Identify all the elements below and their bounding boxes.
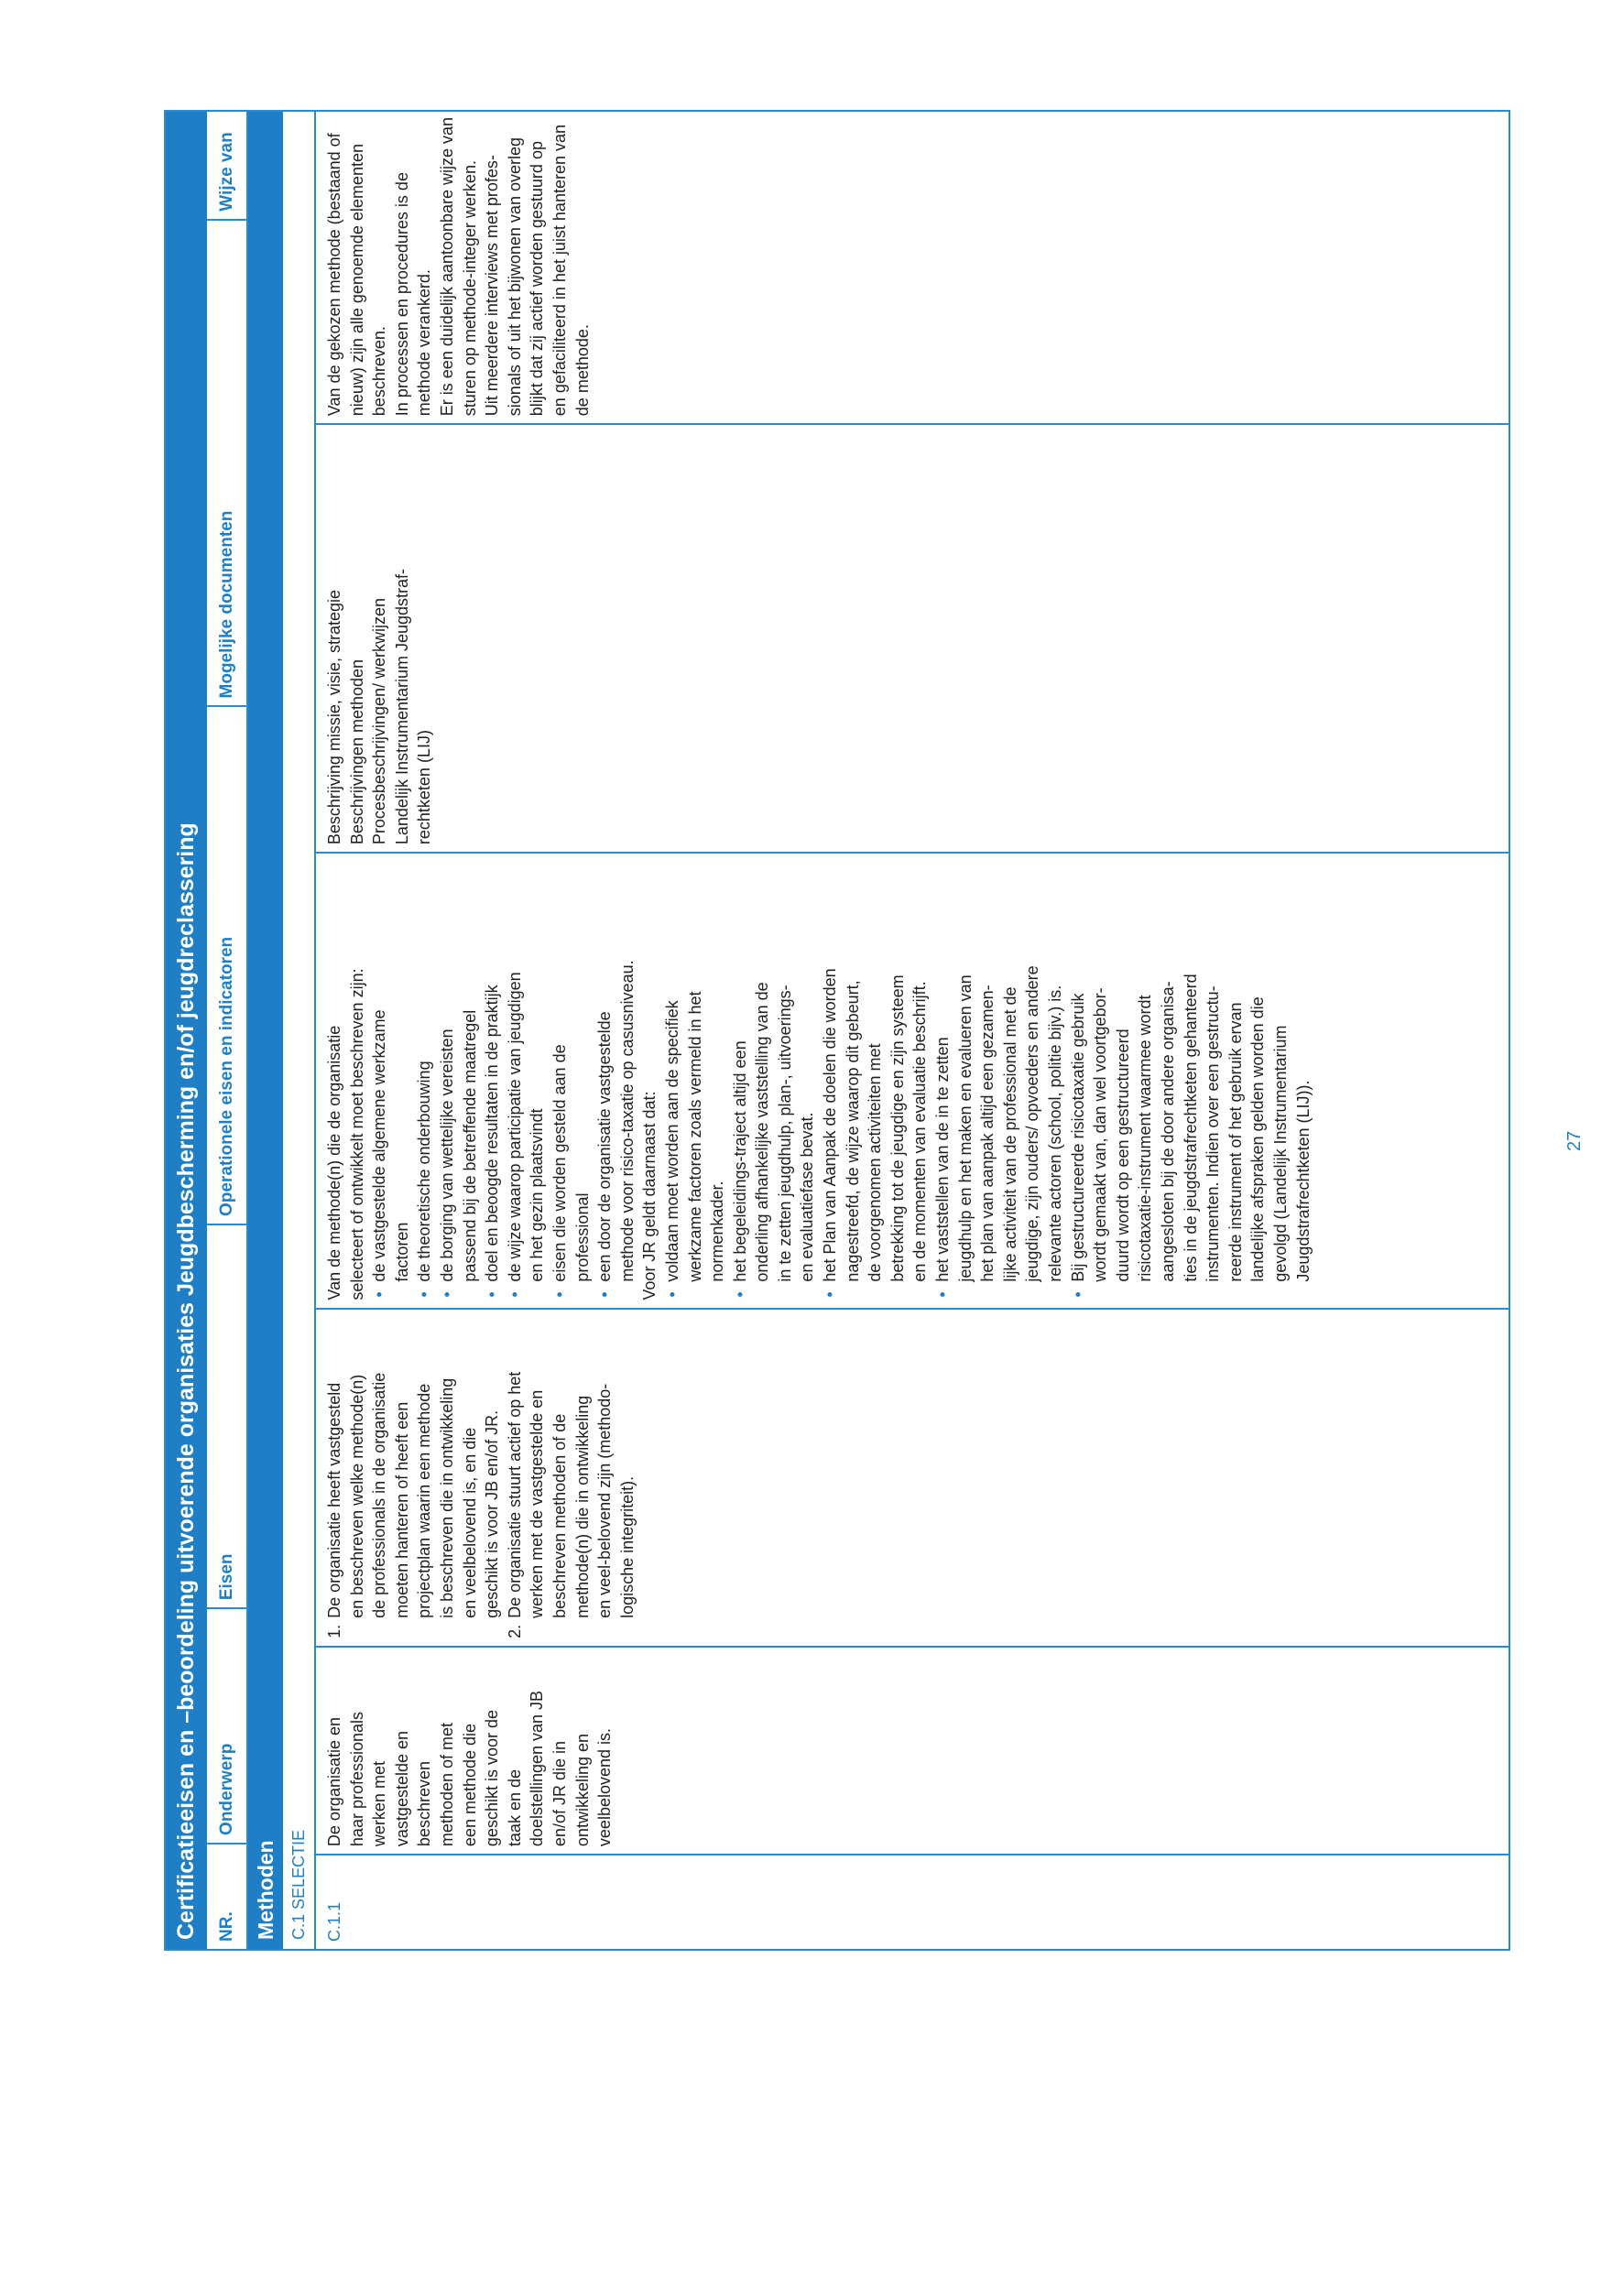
indicator-bullet-line: • het Plan van Aanpak de doelen die worden bbox=[819, 859, 842, 1300]
indicator-bullet-line: betrekking tot de jeugdige en zijn systeem bbox=[888, 974, 907, 1282]
onderwerp-line: taak en de bbox=[505, 1769, 524, 1847]
onderwerp-cell bbox=[316, 1646, 1509, 1854]
column-header-beoordeling: Wijze van beoordeling bbox=[217, 112, 276, 212]
eis-line: moeten hanteren of heeft een bbox=[392, 1401, 411, 1618]
beoordeling-line: Er is een duidelijk aantoonbare wijze van bbox=[437, 117, 456, 417]
beoordeling-line: nieuw) zijn alle genoemde elementen bbox=[347, 144, 366, 417]
indicator-bullet-line: methode voor risico-taxatie op casusniveau. bbox=[617, 960, 637, 1282]
beoordeling-line: en gefaciliteerd in het juist hanteren van bbox=[550, 124, 569, 417]
indicator-bullet-line: ties in de jeugdstrafrechtketen gehanteerd bbox=[1181, 974, 1200, 1282]
eis-line: en beschreven welke methode(n) bbox=[347, 1374, 366, 1618]
indicator-bullet-line: in te zetten jeugdhulp, plan-, uitvoerings- bbox=[775, 985, 794, 1282]
beoordeling-cell bbox=[316, 112, 1509, 423]
document-line: Beschrijving missie, visie, strategie bbox=[325, 590, 343, 845]
eis-line: werken met de vastgestelde en bbox=[528, 1389, 547, 1618]
table-row bbox=[316, 112, 1509, 1949]
column-header-onderwerp: Onderwerp bbox=[207, 1607, 246, 1843]
indicator-bullet-line: en de momenten van evaluatie beschrijft. bbox=[910, 981, 930, 1282]
indicator-bullet-line: passend bij de betreffende maatregel bbox=[460, 1009, 479, 1282]
documenten-cell bbox=[316, 423, 1509, 852]
eisen-cell bbox=[316, 1308, 1509, 1646]
indicator-bullet-line: het plan van aanpak altijd een gezamen- bbox=[978, 985, 997, 1282]
eis-line: de professionals in de organisatie bbox=[370, 1372, 389, 1618]
indicator-bullet-line: instrumenten. Indien over een gestructu- bbox=[1204, 985, 1223, 1282]
onderwerp-line: een methode die bbox=[460, 1723, 479, 1847]
onderwerp-line: werken met bbox=[370, 1761, 389, 1847]
beoordeling-line: methode verankerd. bbox=[415, 269, 434, 417]
eis-line: methode(n) die in ontwikkeling bbox=[572, 1395, 592, 1618]
eis-number: 2. bbox=[505, 1624, 524, 1638]
column-header-nr: NR. bbox=[207, 1843, 246, 1949]
indicator-bullet-line: de voorgenomen activiteiten met bbox=[866, 1043, 885, 1282]
eis-line: geschikt is voor JB en/of JR. bbox=[483, 1409, 502, 1618]
indicator-bullet-line: jeugdige, zijn ouders/ opvoeders en andere bbox=[1023, 965, 1042, 1282]
eis-line: 1. De organisatie heeft vastgesteld bbox=[323, 1315, 346, 1638]
onderwerp-line: en/of JR die in bbox=[550, 1741, 569, 1847]
indicator-bullet-line: • het vaststellen van de in te zetten bbox=[931, 859, 954, 1300]
document-line: rechtketen (LIJ) bbox=[415, 730, 434, 845]
onderwerp-line: De organisatie en bbox=[325, 1716, 343, 1847]
indicator-bullet-line: aangesloten bij de door andere organisa- bbox=[1158, 981, 1177, 1282]
indicator-bullet-line: risicotaxatie-instrument waarmee wordt bbox=[1136, 995, 1155, 1282]
eis-line: 2. De organisatie stuurt actief op het bbox=[504, 1315, 527, 1638]
document-line: Beschrijvingen methoden bbox=[347, 658, 366, 845]
column-header-operationeel: Operationele eisen en indicatoren bbox=[207, 705, 246, 1224]
indicator-bullet-line: • de wijze waarop participatie van jeugdigen bbox=[504, 859, 527, 1300]
subsection-heading: C.1 SELECTIE bbox=[283, 112, 316, 1949]
indicator-bullet-line: • doel en beoogde resultaten in de praktijk bbox=[481, 859, 504, 1300]
row-number: C.1.1 bbox=[316, 1854, 1509, 1949]
eis-line: logische integriteit). bbox=[617, 1475, 637, 1618]
eis-line: beschreven methoden of de bbox=[550, 1413, 569, 1618]
indicator-bullet-line: wordt gemaakt van, dan wel voortgebor- bbox=[1091, 987, 1110, 1282]
indicator-bullet-line: • de theoretische onderbouwing bbox=[413, 859, 436, 1300]
indicator-bullet-line: onderling afhankelijke vaststelling van de bbox=[753, 982, 772, 1282]
indicator-bullet-line: nagestreefd, de wijze waarop dit gebeurt, bbox=[843, 980, 862, 1282]
beoordeling-line: de methode. bbox=[572, 324, 592, 417]
document-line: Procesbeschrijvingen/ werkwijzen bbox=[370, 597, 389, 845]
indicator-bullet-line: normenkader. bbox=[708, 1181, 727, 1282]
eis-number: 1. bbox=[325, 1624, 343, 1638]
onderwerp-line: ontwikkeling en bbox=[572, 1734, 592, 1847]
beoordeling-line: beschreven. bbox=[370, 326, 389, 417]
indicator-bullet-line: werkzame factoren zoals vermeld in het bbox=[685, 991, 704, 1282]
indicator-bullet-line: relevante actoren (school, politie bijv.) is. bbox=[1046, 985, 1064, 1282]
page-number: 27 bbox=[1564, 1130, 1585, 1151]
table-title: Certificatieeisen en –beoordeling uitvoerende organisaties Jeugdbescherming en/of jeugdreclassering bbox=[166, 112, 207, 1949]
indicator-bullet-line: Jeugdstrafrechtketen (LIJ)). bbox=[1293, 1080, 1313, 1282]
onderwerp-line: beschreven bbox=[415, 1761, 434, 1847]
onderwerp-line: haar professionals bbox=[347, 1711, 366, 1847]
indicator-bullet-line: • Bij gestructureerde risicotaxatie gebruik bbox=[1067, 859, 1090, 1300]
onderwerp-line: methoden of met bbox=[437, 1722, 456, 1847]
eis-line: en veelbelovend is, en die bbox=[460, 1427, 479, 1618]
indicator-bullet-line: en het gezin plaatsvindt bbox=[528, 1108, 547, 1282]
onderwerp-line: veelbelovend is. bbox=[595, 1727, 615, 1847]
beoordeling-line: Van de gekozen methode (bestaand of bbox=[325, 133, 343, 417]
column-header-eisen: Eisen bbox=[207, 1224, 246, 1607]
indicator-bullet-line: en evaluatiefase bevat. bbox=[798, 1112, 817, 1282]
beoordeling-line: Uit meerdere interviews met profes- bbox=[483, 155, 502, 417]
indicator-bullet-line: landelijke afspraken gelden worden die bbox=[1248, 996, 1268, 1282]
indicator-bullet-line: • de borging van wettelijke vereisten bbox=[436, 859, 459, 1300]
indicator-bullet-line: • de vastgestelde algemene werkzame bbox=[368, 859, 391, 1300]
indicator-bullet-line: • een door de organisatie vastgestelde bbox=[594, 859, 616, 1300]
beoordeling-line: In processen en procedures is de bbox=[392, 172, 411, 417]
onderwerp-line: vastgestelde en bbox=[392, 1730, 411, 1847]
column-header-documenten: Mogelijke documenten bbox=[207, 219, 246, 706]
eis-line: en veel-belovend zijn (methodo- bbox=[595, 1383, 615, 1618]
onderwerp-line: geschikt is voor de bbox=[483, 1710, 502, 1847]
document-line: Landelijk Instrumentarium Jeugdstraf- bbox=[392, 568, 411, 845]
onderwerp-line: doelstellingen van JB bbox=[528, 1690, 547, 1847]
indicator-bullet-line: lijke activiteit van de professional met de bbox=[1000, 986, 1019, 1282]
beoordeling-line: sionals of uit het bijwonen van overleg bbox=[505, 137, 524, 417]
indicator-bullet-line: • het begeleidings-traject altijd een bbox=[729, 859, 752, 1300]
indicator-bullet-line: jeugdhulp en het maken en evalueren van bbox=[955, 974, 975, 1282]
indicator-bullet-line: reerde instrument of het gebruik ervan bbox=[1225, 1002, 1245, 1282]
eis-line: is beschreven die in ontwikkeling bbox=[437, 1377, 456, 1618]
indicator-bullet-line: gevolgd (Landelijk Instrumentarium bbox=[1270, 1025, 1290, 1282]
eis-line: projectplan waarin een methode bbox=[415, 1383, 434, 1618]
indicator-bullet-line: • eisen die worden gesteld aan de bbox=[549, 859, 572, 1300]
indicator-text-line: Voor JR geldt daarnaast dat: bbox=[640, 1091, 659, 1300]
indicator-text-line: Van de methode(n) die de organisatie bbox=[325, 1025, 343, 1300]
operationeel-cell bbox=[316, 852, 1509, 1307]
indicator-bullet-line: factoren bbox=[392, 1222, 411, 1282]
indicator-bullet-line: • voldaan moet worden aan de specifiek bbox=[661, 859, 684, 1300]
certification-table bbox=[164, 110, 1510, 1951]
indicator-bullet-line: professional bbox=[572, 1192, 592, 1282]
section-heading: Methoden bbox=[248, 112, 283, 1949]
indicator-text-line: selecteert of ontwikkelt moet beschreven zijn: bbox=[347, 968, 366, 1300]
indicator-bullet-line: duurd wordt op een gestructureerd bbox=[1113, 1028, 1132, 1282]
beoordeling-line: sturen op methode-integer werken. bbox=[460, 160, 479, 417]
beoordeling-line: blijkt dat zij actief worden gestuurd op bbox=[528, 141, 547, 417]
